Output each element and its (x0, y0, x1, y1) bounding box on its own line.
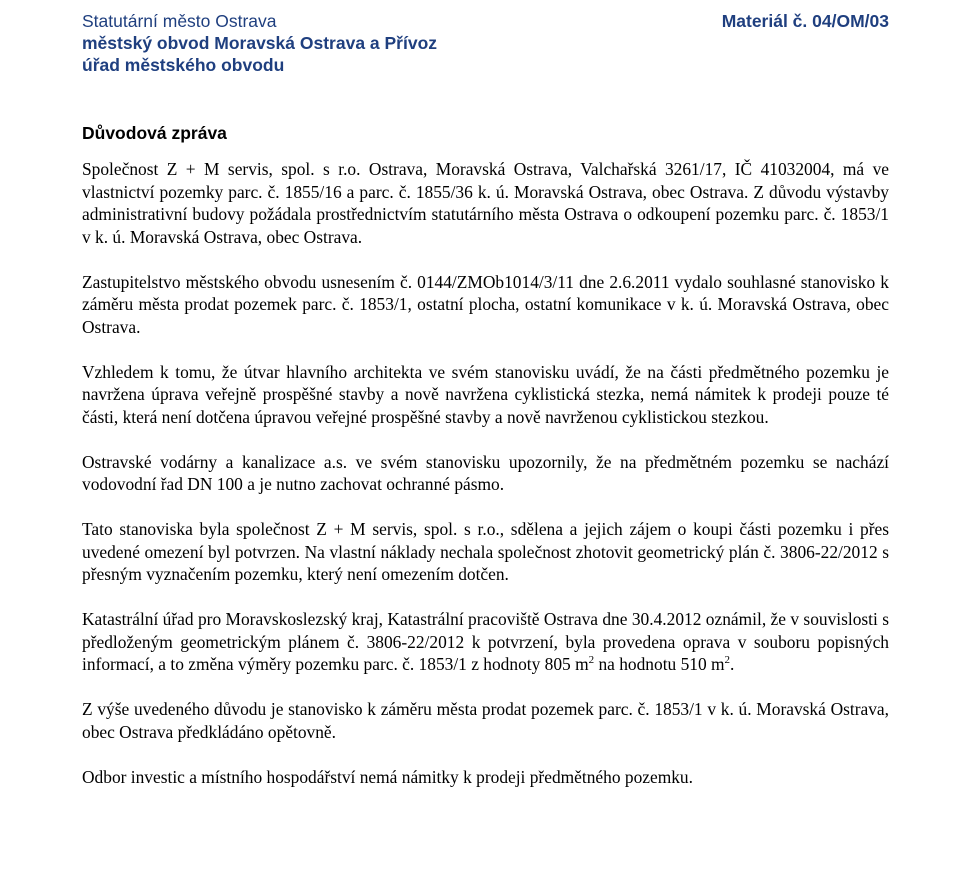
paragraph-1: Společnost Z + M servis, spol. s r.o. Ostrava, Moravská Ostrava, Valchařská 3261/17, IČ 41032004, má ve vlastnictví pozemky parc. č. 1855/16 a parc. č. 1855/36 k. ú. Moravská Ostrava, obec Ostrava. Z důvodu výstavby administrativní budovy požádala prostřednictvím statutárního města Ostrava o odkoupení pozemku parc. č. 1853/1 v k. ú. Moravská Ostrava, obec Ostrava. (82, 159, 889, 247)
document-page (82, 10, 889, 787)
paragraph-2: Zastupitelstvo městského obvodu usnesením č. 0144/ZMOb1014/3/11 dne 2.6.2011 vydalo souhlasné stanovisko k záměru města prodat pozemek parc. č. 1853/1, ostatní plocha, ostatní komunikace v k. ú. Moravská Ostrava, obec Ostrava. (82, 271, 889, 337)
paragraph-8: Odbor investic a místního hospodářství nemá námitky k prodeji předmětného pozemku. (82, 766, 693, 787)
superscript-2b: 2 (724, 654, 731, 667)
paragraph-6-end: . (730, 654, 735, 674)
paragraph-3: Vzhledem k tomu, že útvar hlavního architekta ve svém stanovisku uvádí, že na části předmětného pozemku je navržena úprava veřejně prospěšné stavby a nově navržena cyklistická stezka, nemá námitek k prodeji pouze té části, která není dotčena úpravou veřejné prospěšné stavby a nově navrženou cyklistickou stezkou. (82, 361, 889, 427)
paragraph-6 (82, 608, 889, 676)
paragraph-5: Tato stanoviska byla společnost Z + M servis, spol. s r.o., sdělena a jejich zájem o koupi části pozemku i přes uvedené omezení byl potvrzen. Na vlastní náklady nechala společnost zhotovit geometrický plán č. 3806-22/2012 s přesným vyznačením pozemku, který není omezením dotčen. (82, 519, 889, 584)
header-city: Statutární město Ostrava (82, 11, 277, 31)
paragraph-6-text: Katastrální úřad pro Moravskoslezský kraj, Katastrální pracoviště Ostrava dne 30.4.2012 oznámil, že v souvislosti s předloženým geometrickým plánem č. 3806-22/2012 k potvrzení, byla provedena oprava v souboru popisných informací, a to změna výměry pozemku parc. č. 1853/1 z hodnoty 805 m (82, 609, 889, 674)
paragraph-6-mid: na hodnotu 510 m (594, 654, 725, 674)
document-title: Důvodová zpráva (82, 123, 227, 143)
document-header (82, 10, 889, 82)
material-number: Materiál č. 04/OM/03 (721, 11, 889, 31)
header-district: městský obvod Moravská Ostrava a Přívoz (82, 33, 438, 53)
paragraph-7: Z výše uvedeného důvodu je stanovisko k záměru města prodat pozemek parc. č. 1853/1 v k. ú. Moravská Ostrava, obec Ostrava předkládáno opětovně. (82, 699, 889, 742)
document-body (82, 158, 889, 811)
header-office: úřad městského obvodu (82, 55, 285, 75)
superscript-2: 2 (588, 654, 595, 667)
paragraph-4: Ostravské vodárny a kanalizace a.s. ve svém stanovisku upozornily, že na předmětném pozemku se nachází vodovodní řad DN 100 a je nutno zachovat ochranné pásmo. (82, 451, 889, 494)
